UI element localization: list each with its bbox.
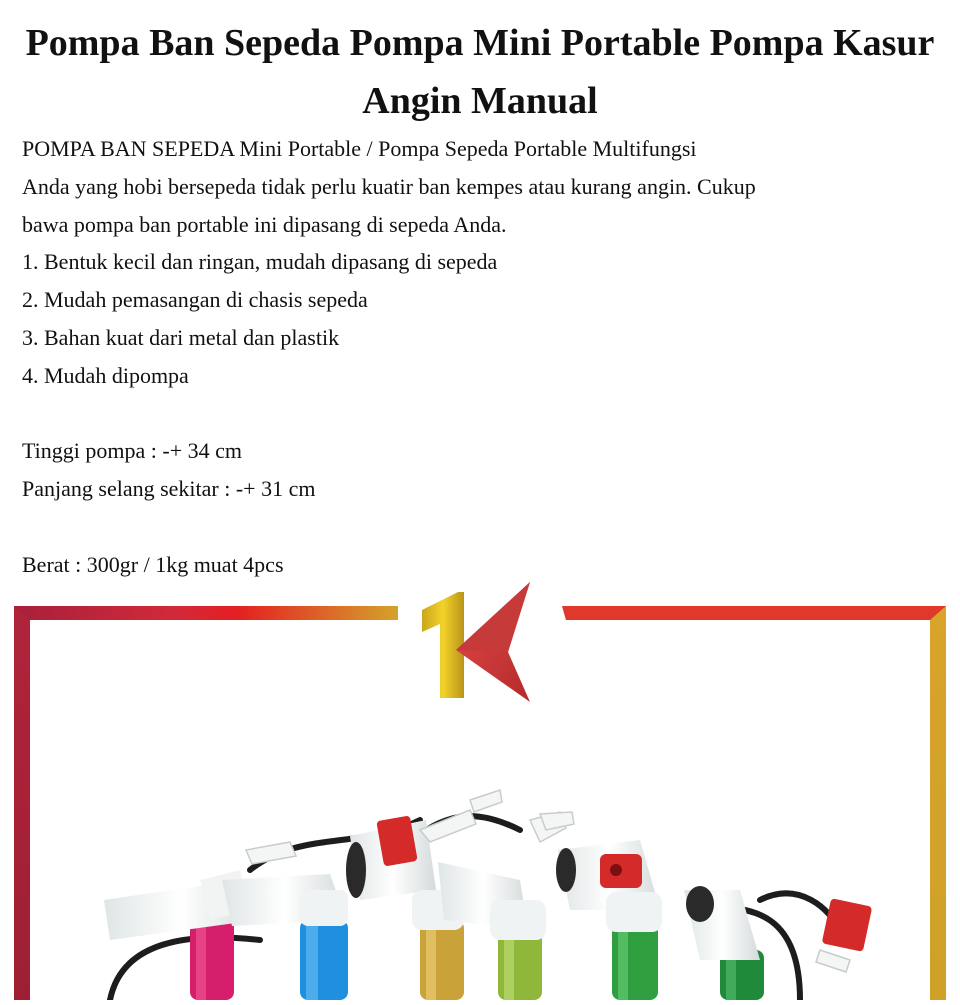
spec-hose-length: Panjang selang sekitar : -+ 31 cm [22, 476, 316, 502]
spec-weight: Berat : 300gr / 1kg muat 4pcs [22, 551, 284, 577]
description-line: Anda yang hobi bersepeda tidak perlu kuatir ban kempes atau kurang angin. Cukup [22, 173, 756, 199]
spec-height: Tinggi pompa : -+ 34 cm [22, 438, 242, 464]
description-line: POMPA BAN SEPEDA Mini Portable / Pompa Sepeda Portable Multifungsi [22, 136, 697, 161]
product-image [0, 580, 960, 1000]
blank-line [22, 508, 938, 546]
feature-item: 4. Mudah dipompa [22, 362, 189, 388]
product-title: Pompa Ban Sepeda Pompa Mini Portable Pompa Kasur Angin Manual [25, 22, 935, 122]
blank-line [22, 395, 938, 433]
product-photo [0, 580, 960, 1000]
product-description [0, 130, 960, 584]
feature-item: 1. Bentuk kecil dan ringan, mudah dipasang di sepeda [22, 249, 498, 275]
pump-dark-green [684, 886, 764, 1000]
feature-item: 3. Bahan kuat dari metal dan plastik [22, 324, 340, 350]
description-line: bawa pompa ban portable ini dipasang di sepeda Anda. [22, 211, 507, 237]
feature-item: 2. Mudah pemasangan di chasis sepeda [22, 287, 368, 313]
1k-logo-icon [422, 582, 530, 702]
